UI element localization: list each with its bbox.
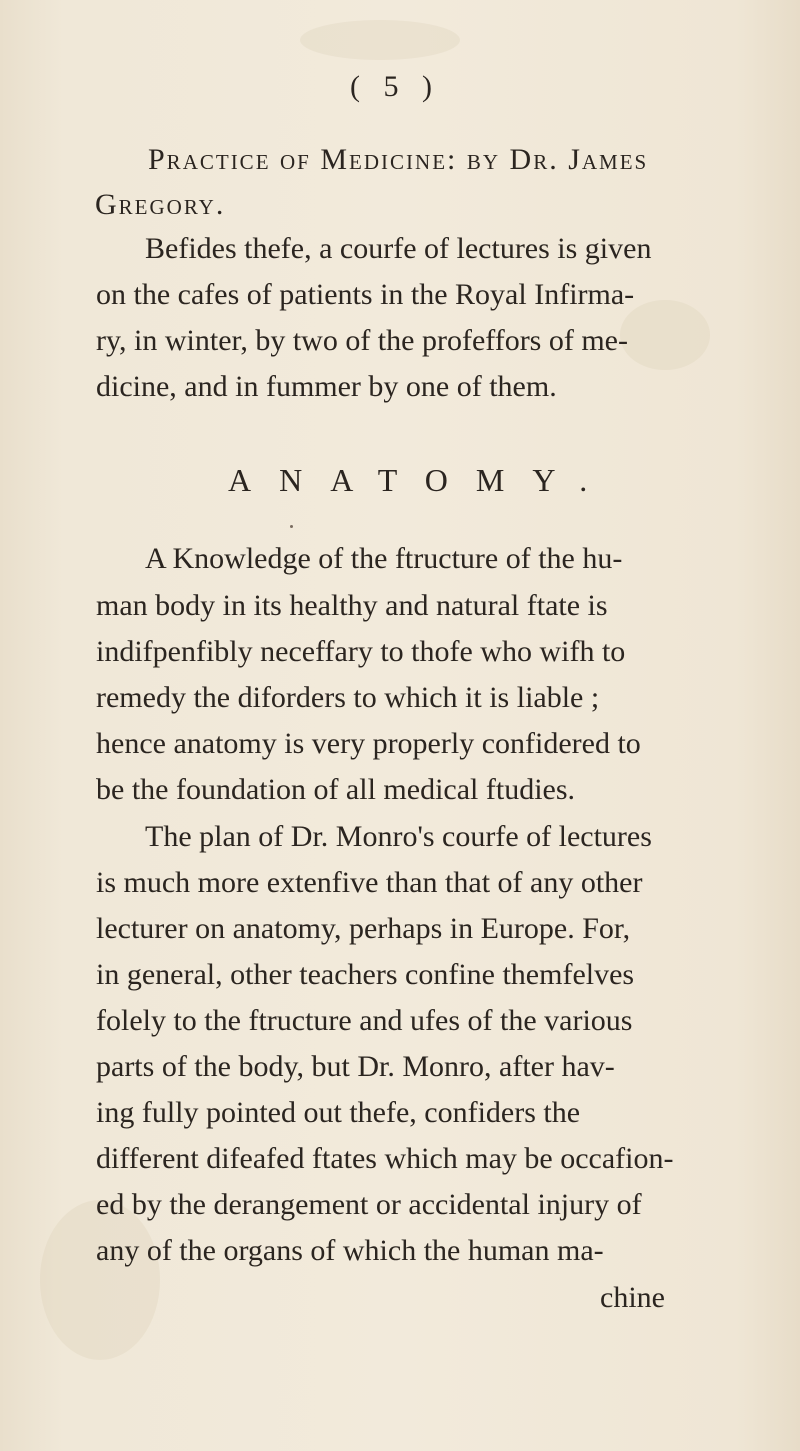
page-number: ( 5 )	[350, 70, 440, 103]
paragraph-line: ing fully pointed out thefe, confiders the	[96, 1096, 581, 1129]
paragraph-line: The plan of Dr. Monro's courfe of lectures	[145, 820, 652, 853]
running-heading-line-1: Practice of Medicine: by Dr. James	[148, 143, 649, 176]
section-title: ANATOMY.	[228, 462, 616, 498]
paragraph-line: A Knowledge of the ftructure of the hu-	[145, 542, 623, 575]
paragraph-line: Befides thefe, a courfe of lectures is given	[145, 232, 652, 265]
paragraph-line: hence anatomy is very properly confidered to	[96, 727, 641, 760]
paragraph-line: ed by the derangement or accidental injury of	[96, 1188, 642, 1221]
paragraph-line: remedy the diforders to which it is liable ;	[96, 681, 600, 714]
print-speck	[290, 525, 293, 528]
paragraph-line: folely to the ftructure and ufes of the various	[96, 1004, 633, 1037]
paragraph-line: parts of the body, but Dr. Monro, after hav-	[96, 1050, 615, 1083]
paragraph-line: any of the organs of which the human ma-	[96, 1234, 604, 1267]
paragraph-line: lecturer on anatomy, perhaps in Europe. For,	[96, 912, 631, 945]
paragraph-line: different difeafed ftates which may be occafion-	[96, 1142, 674, 1175]
running-heading-line-2: Gregory.	[95, 188, 226, 221]
paragraph-line: ry, in winter, by two of the profeffors of me-	[96, 324, 628, 357]
paragraph-line: on the cafes of patients in the Royal Infirma-	[96, 278, 635, 311]
paragraph-line: in general, other teachers confine themfelves	[96, 958, 635, 991]
paper-stain	[40, 1200, 160, 1360]
paragraph-line: is much more extenfive than that of any other	[96, 866, 643, 899]
paragraph-line: dicine, and in fummer by one of them.	[96, 370, 557, 403]
paragraph-line: indifpenfibly neceffary to thofe who wifh to	[96, 635, 626, 668]
paragraph-line: man body in its healthy and natural ftate is	[96, 589, 608, 622]
catchword: chine	[600, 1281, 665, 1314]
paragraph-line: be the foundation of all medical ftudies.	[96, 773, 576, 806]
paper-stain	[300, 20, 460, 60]
